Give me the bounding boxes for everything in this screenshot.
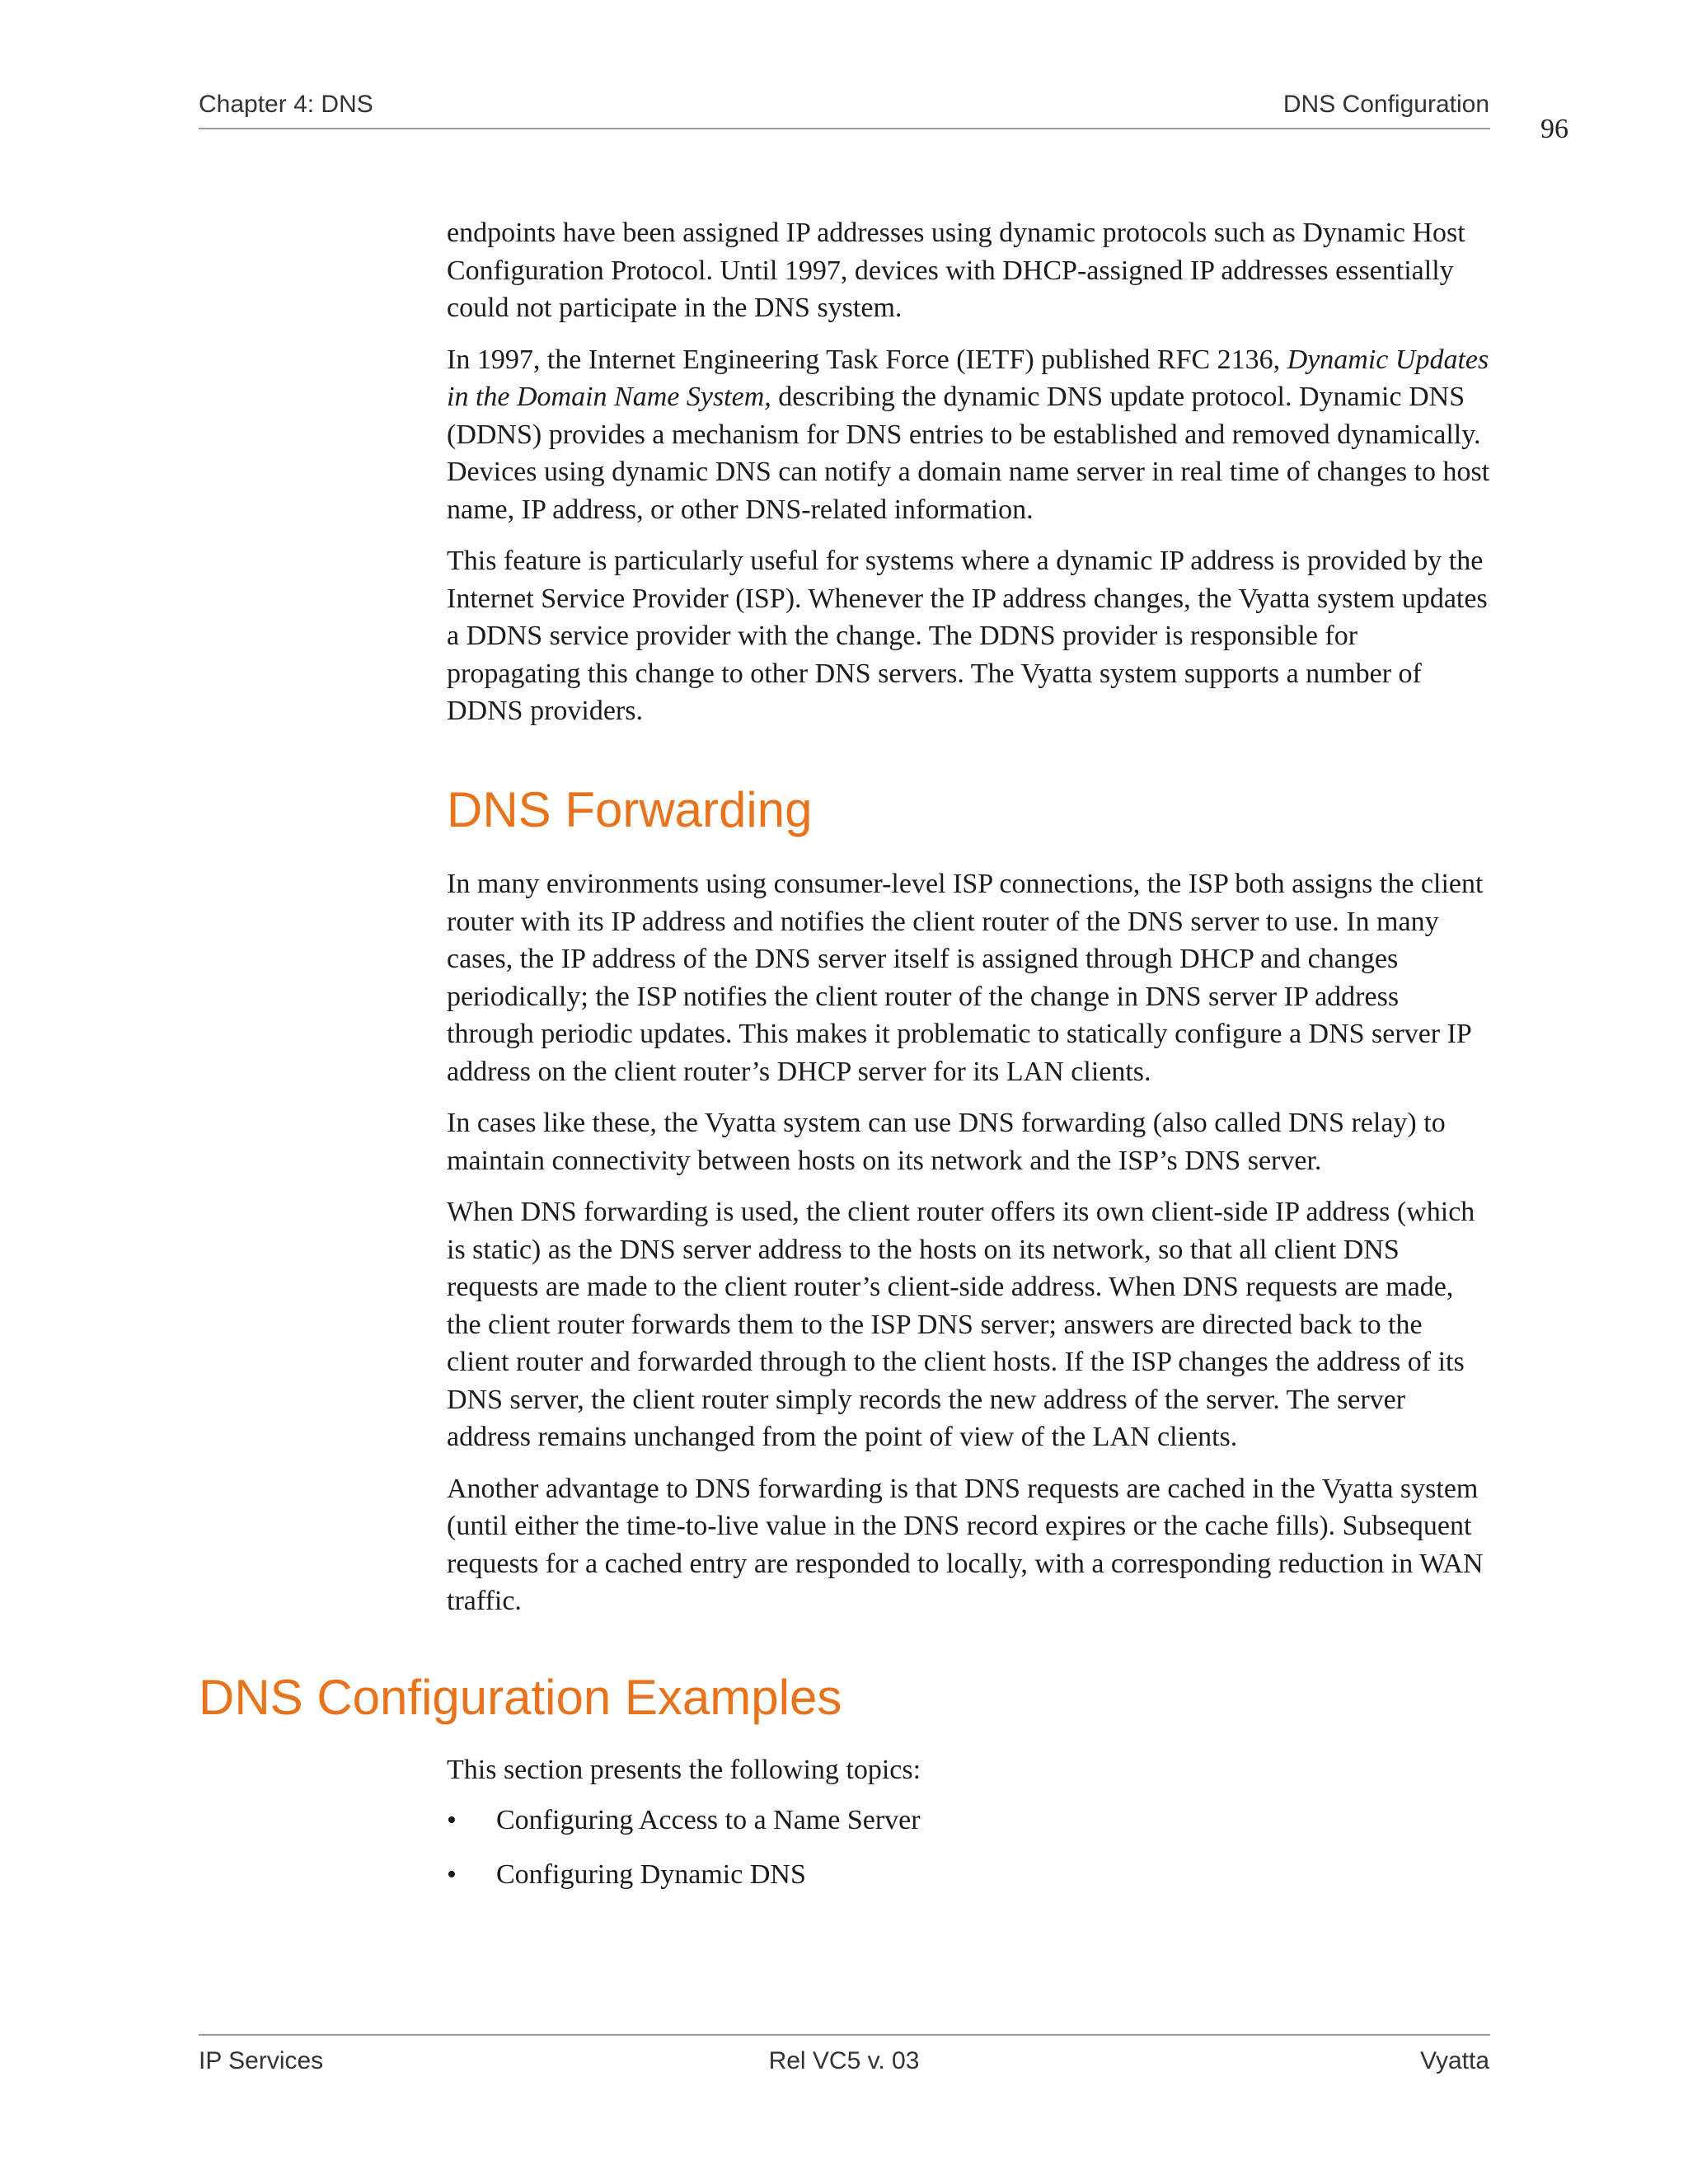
running-header-section: DNS Configuration [1282,91,1489,118]
forwarding-paragraph-4: Another advantage to DNS forwarding is that DNS requests are cached in the Vyatta system (until either the time-to-live value in the DNS record expires or the cache fills). Subsequent requests for a cached entry are responded to locally, with a corresponding reduction in WAN traffic. [447,1473,1484,1616]
forwarding-paragraph-3: When DNS forwarding is used, the client router offers its own client-side IP address (which is static) as the DNS server address to the hosts on its network, so that all client DNS requests are made to the client router’s client-side address. When DNS requests are made, the client router forwards them to the ISP DNS server; answers are directed back to the client router and forwarded through to the client hosts. If the ISP changes the address of its DNS server, the client router simply records the new address of the server. The server address remains unchanged from the point of view of the LAN clients. [447,1197,1475,1452]
section-heading-dns-forwarding: DNS Forwarding [447,782,813,837]
page-number: 96 [1540,114,1568,144]
forwarding-section [447,865,1490,1620]
intro-paragraph-2 [447,341,1490,529]
footer-company: Vyatta [1420,2047,1489,2074]
running-header-chapter: Chapter 4: DNS [199,91,373,118]
examples-intro-block [447,1751,1490,1789]
rfc-title: Dynamic Updates in the Domain Name System, [447,344,1489,412]
footer-book-title: IP Services [199,2047,324,2074]
topic-link-dynamic-dns[interactable]: Configuring Dynamic DNS [496,1859,806,1890]
intro-section [447,214,1490,730]
topic-link-name-server[interactable]: Configuring Access to a Name Server [496,1805,921,1835]
examples-intro: This section presents the following topics: [447,1755,921,1785]
header-rule [199,128,1490,129]
bullet-icon: • [447,1859,457,1890]
forwarding-paragraph-2: In cases like these, the Vyatta system can use DNS forwarding (also called DNS relay) to maintain connectivity between hosts on its network and the ISP’s DNS server. [447,1108,1446,1176]
bullet-icon: • [447,1805,457,1835]
intro-paragraph-1: endpoints have been assigned IP addresses using dynamic protocols such as Dynamic Host Configuration Protocol. Until 1997, devices with DHCP-assigned IP addresses essentially could not participate in the DNS system. [447,218,1465,323]
intro-paragraph-2-prefix: In 1997, the Internet Engineering Task Force (IETF) published RFC 2136, [447,344,1287,375]
footer-rule [199,2034,1490,2036]
section-heading-config-examples: DNS Configuration Examples [199,1670,842,1725]
forwarding-paragraph-1: In many environments using consumer-level ISP connections, the ISP both assigns the client router with its IP address and notifies the client router of the DNS server to use. In many cases, the IP address of the DNS server itself is assigned through DHCP and changes periodically; the ISP notifies the client router of the change in DNS server IP address through periodic updates. This makes it problematic to statically configure a DNS server IP address on the client router’s DHCP server for its LAN clients. [447,869,1484,1087]
intro-paragraph-2-suffix: describing the dynamic DNS update protocol. Dynamic DNS (DDNS) provides a mechanism for DNS entries to be established and removed dynamically. Devices using dynamic DNS can notify a domain name server in real time of changes to host name, IP address, or other DNS-related information. [447,382,1490,525]
intro-paragraph-3: This feature is particularly useful for systems where a dynamic IP address is provided by the Internet Service Provider (ISP). Whenever the IP address changes, the Vyatta system updates a DDNS service provider with the change. The DDNS provider is responsible for propagating this change to other DNS servers. The Vyatta system supports a number of DDNS providers. [447,546,1488,726]
footer-release: Rel VC5 v. 03 [768,2047,920,2074]
